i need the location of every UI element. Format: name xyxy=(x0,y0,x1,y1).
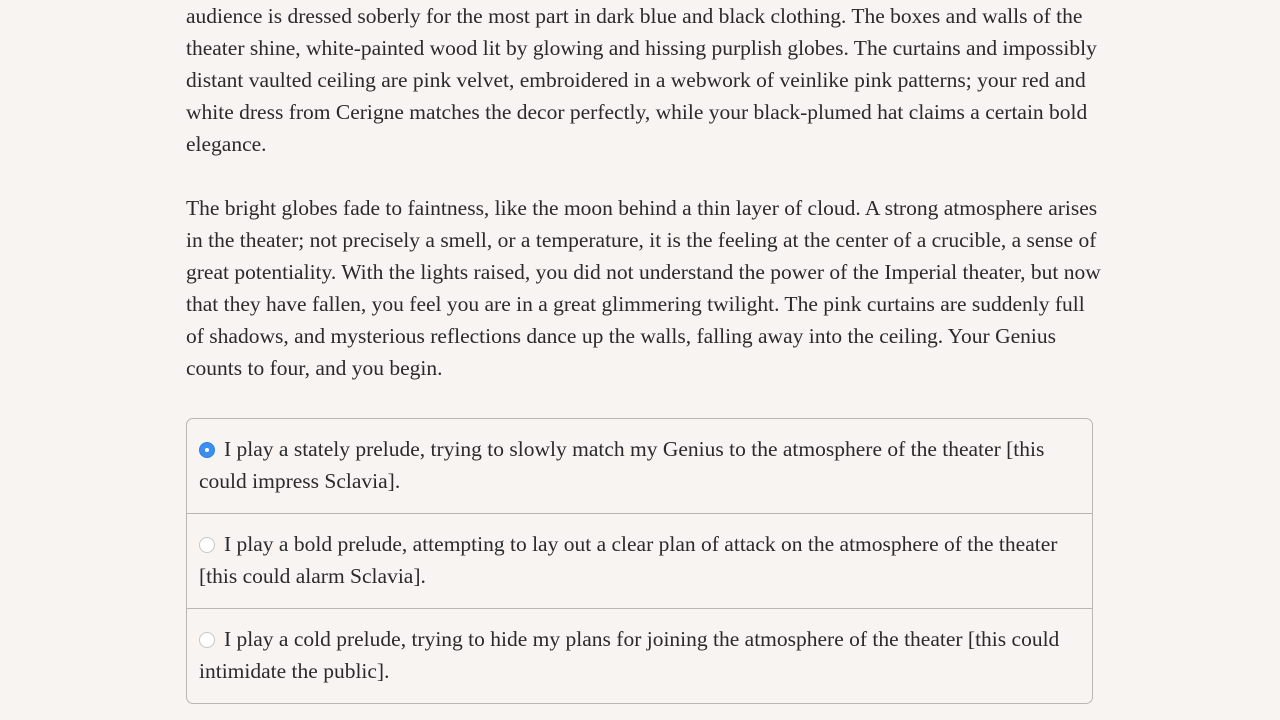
choice-option-cold[interactable] xyxy=(187,608,1092,703)
story-text xyxy=(186,0,1101,416)
choice-label: I play a cold prelude, trying to hide my plans for joining the atmosphere of the theater [this could intimidate the public]. xyxy=(199,627,1060,683)
choice-label: I play a stately prelude, trying to slowly match my Genius to the atmosphere of the theater [this could impress Sclavia]. xyxy=(199,437,1045,493)
radio-checked-icon[interactable] xyxy=(199,442,215,458)
story-paragraph: The bright globes fade to faintness, like the moon behind a thin layer of cloud. A strong atmosphere arises in the theater; not precisely a smell, or a temperature, it is the feeling at the center of a crucible, a sense of great potentiality. With the lights raised, you did not understand the power of the Imperial theater, but now that they have fallen, you feel you are in a great glimmering twilight. The pink curtains are suddenly full of shadows, and mysterious reflections dance up the walls, falling away into the ceiling. Your Genius counts to four, and you begin. xyxy=(186,196,1101,380)
choice-label: I play a bold prelude, attempting to lay out a clear plan of attack on the atmosphere of the theater [this could alarm Sclavia]. xyxy=(199,532,1058,588)
choice-list xyxy=(186,418,1093,704)
choice-option-bold[interactable] xyxy=(187,513,1092,608)
story-paragraph: audience is dressed soberly for the most part in dark blue and black clothing. The boxes and walls of the theater shine, white-painted wood lit by glowing and hissing purplish globes. The curtains and impossibly distant vaulted ceiling are pink velvet, embroidered in a webwork of veinlike pink patterns; your red and white dress from Cerigne matches the decor perfectly, while your black-plumed hat claims a certain bold elegance. xyxy=(186,4,1097,156)
choice-option-stately[interactable] xyxy=(187,419,1092,513)
radio-unchecked-icon[interactable] xyxy=(199,632,215,648)
radio-unchecked-icon[interactable] xyxy=(199,537,215,553)
